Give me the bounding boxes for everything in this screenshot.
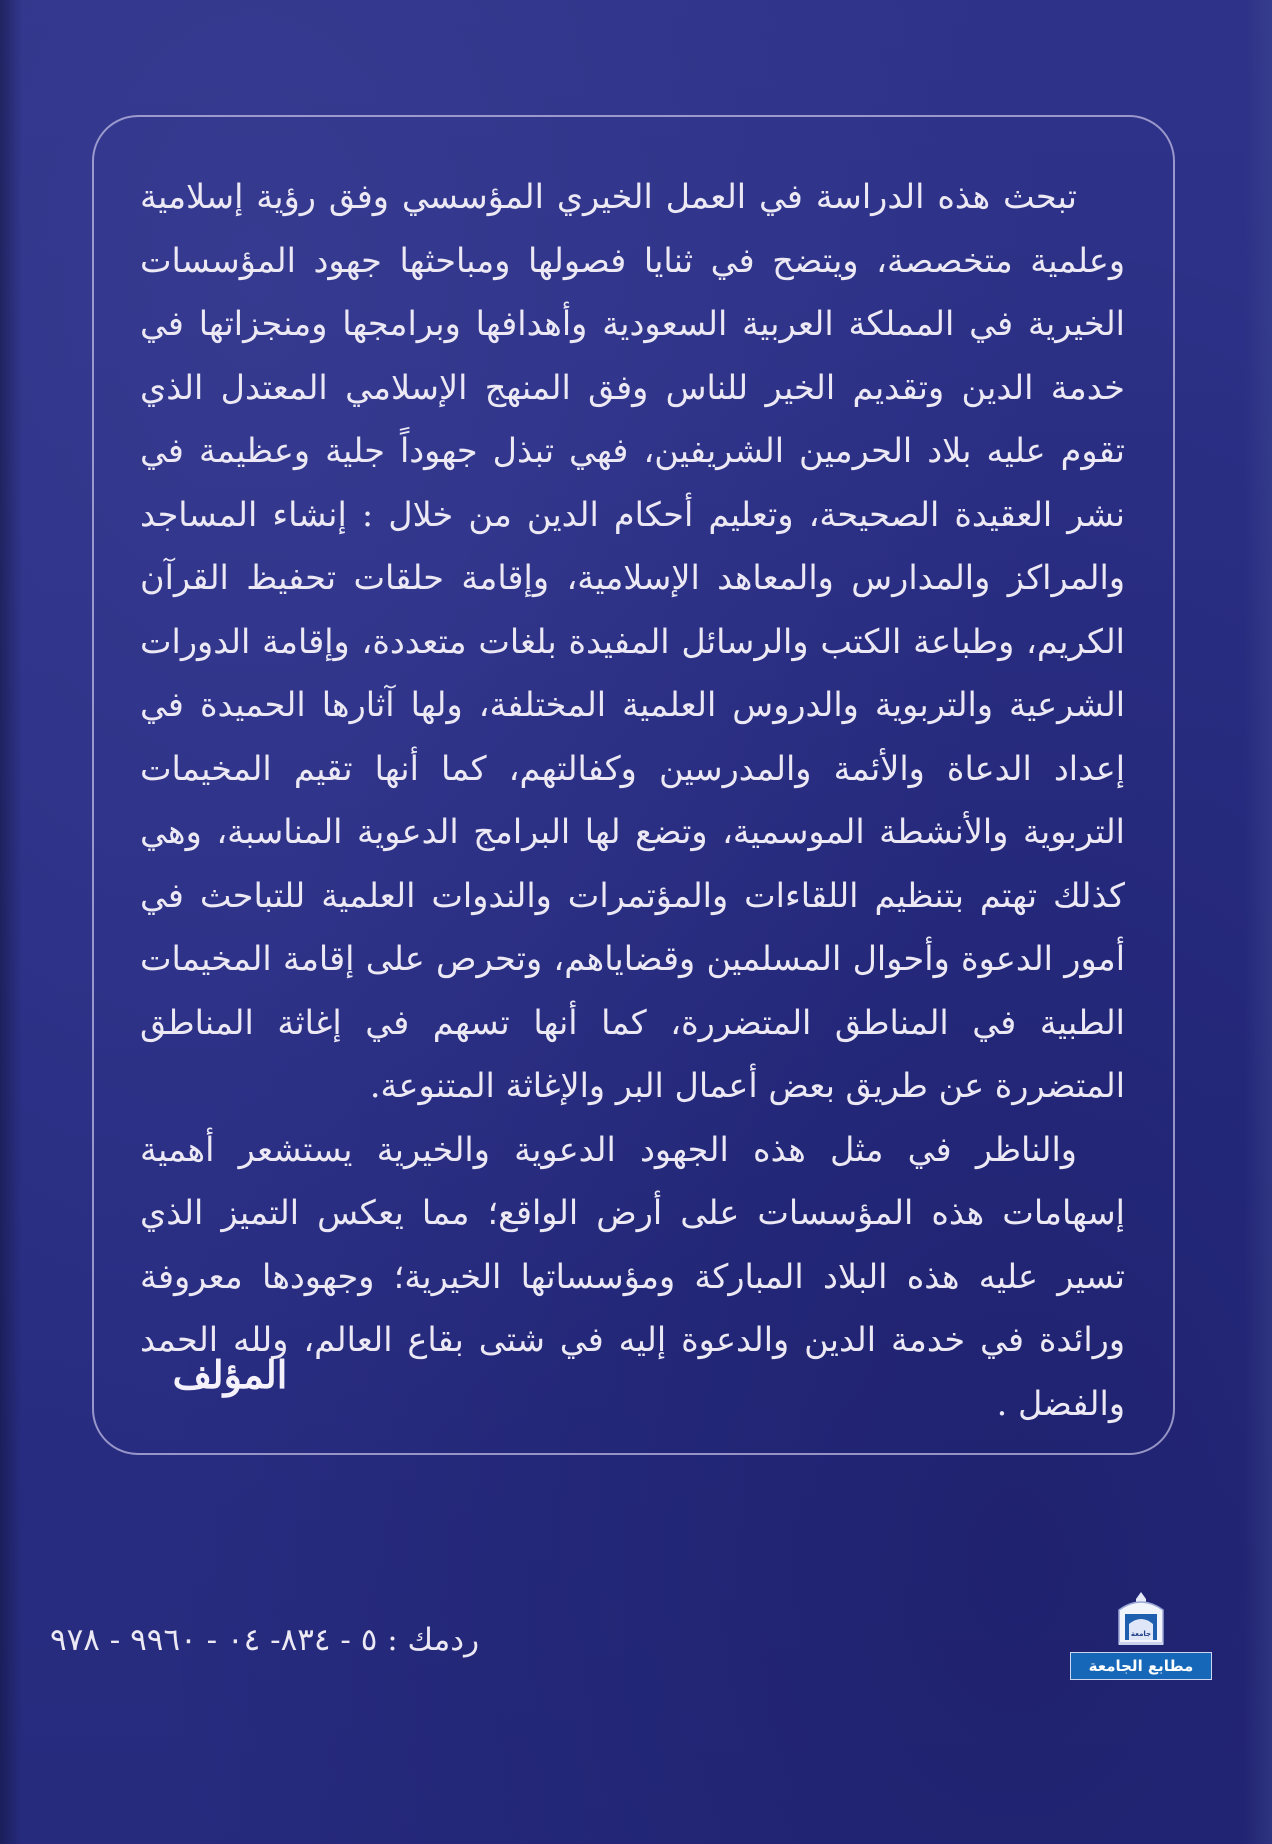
blurb-text xyxy=(140,165,1125,1435)
publisher-mark xyxy=(1070,1590,1212,1680)
university-building-icon xyxy=(1115,1590,1167,1646)
author-signature: المؤلف xyxy=(172,1352,288,1397)
publisher-name: مطابع الجامعة xyxy=(1070,1652,1212,1680)
university-logo-text: جامعة xyxy=(1130,1630,1152,1638)
cover-spine-shadow xyxy=(0,0,22,1844)
blurb-paragraph-2: والناظر في مثل هذه الجهود الدعوية والخيرية يستشعر أهمية إسهامات هذه المؤسسات على أرض الواقع؛ مما يعكس التميز الذي تسير عليه هذه البلاد المباركة ومؤسساتها الخيرية؛ وجهودها معروفة ورائدة في خدمة الدين والدعوة إليه في شتى بقاع العالم، ولله الحمد والفضل . xyxy=(140,1129,1125,1423)
blurb-paragraph-1: تبحث هذه الدراسة في العمل الخيري المؤسسي وفق رؤية إسلامية وعلمية متخصصة، ويتضح في ثنايا فصولها ومباحثها جهود المؤسسات الخيرية في المملكة العربية السعودية وأهدافها وبرامجها ومنجزاتها في خدمة الدين وتقديم الخير للناس وفق المنهج الإسلامي المعتدل الذي تقوم عليه بلاد الحرمين الشريفين، فهي تبذل جهوداً جلية وعظيمة في نشر العقيدة الصحيحة، وتعليم أحكام الدين من خلال : إنشاء المساجد والمراكز والمدارس والمعاهد الإسلامية، وإقامة حلقات تحفيظ القرآن الكريم، وطباعة الكتب والرسائل المفيدة بلغات متعددة، وإقامة الدورات الشرعية والتربوية والدروس العلمية المختلفة، ولها آثارها الحميدة في إعداد الدعاة والأئمة والمدرسين وكفالتهم، كما أنها تقيم المخيمات التربوية والأنشطة الموسمية، وتضع لها البرامج الدعوية المناسبة، وهي كذلك تهتم بتنظيم اللقاءات والمؤتمرات والندوات العلمية للتباحث في أمور الدعوة وأحوال المسلمين وقضاياهم، وتحرص على إقامة المخيمات الطبية في المناطق المتضررة، كما أنها تسهم في إغاثة المناطق المتضررة عن طريق بعض أعمال البر والإغاثة المتنوعة. xyxy=(140,177,1125,1105)
cover-edge-highlight xyxy=(1244,0,1272,1844)
isbn-number: ردمك : ٥ - ٨٣٤- ٠٤ - ٩٩٦٠ - ٩٧٨ xyxy=(50,1622,480,1658)
